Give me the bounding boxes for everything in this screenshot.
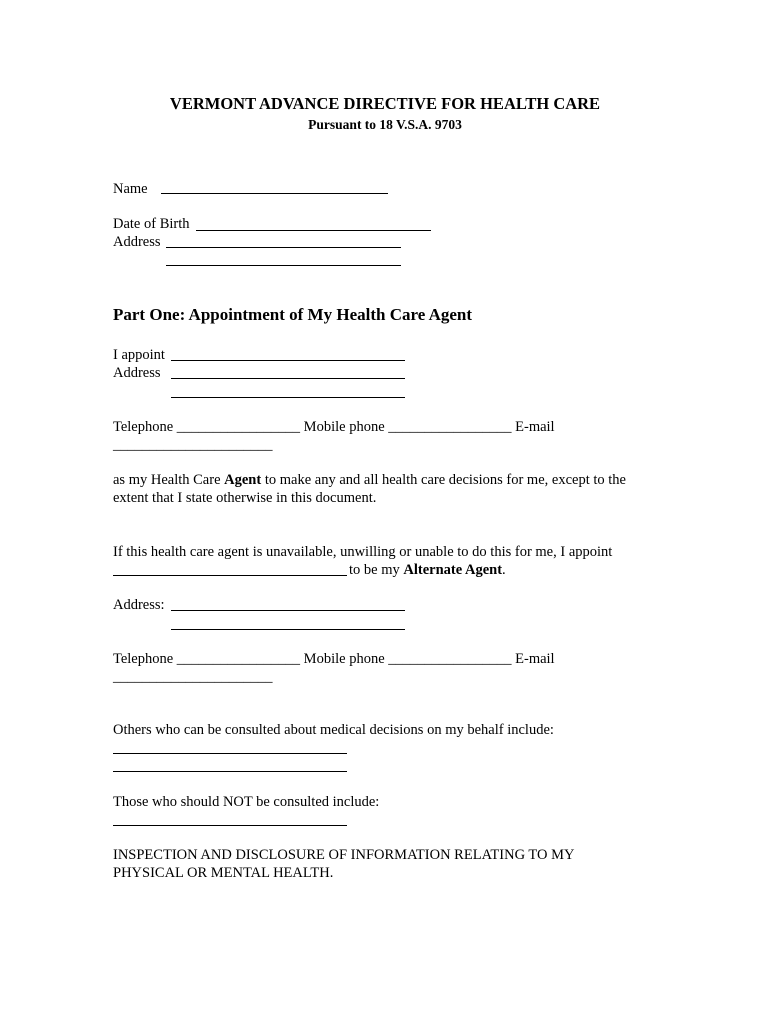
alternate-address-field-line-1[interactable] bbox=[171, 610, 405, 611]
alternate-address-label: Address: bbox=[113, 597, 165, 613]
name-label: Name bbox=[113, 181, 148, 197]
others-consulted-label: Others who can be consulted about medical decisions on my behalf include: bbox=[113, 722, 554, 738]
appoint-label: I appoint bbox=[113, 347, 165, 363]
address-field-line-1[interactable] bbox=[166, 247, 401, 248]
name-field-line[interactable] bbox=[161, 193, 388, 194]
agent-statement-line2: extent that I state otherwise in this document. bbox=[113, 490, 377, 506]
not-consulted-label: Those who should NOT be consulted include: bbox=[113, 794, 380, 810]
alternate-contact-line: Telephone _________________ Mobile phone _________________ E-mail bbox=[113, 651, 555, 667]
inspection-heading-line1: INSPECTION AND DISCLOSURE OF INFORMATION RELATING TO MY bbox=[113, 847, 575, 863]
agent-address-field-line-2[interactable] bbox=[171, 397, 405, 398]
alternate-address-field-line-2[interactable] bbox=[171, 629, 405, 630]
part-one-heading: Part One: Appointment of My Health Care Agent bbox=[113, 305, 473, 324]
alternate-statement: to be my Alternate Agent. bbox=[349, 562, 506, 578]
agent-email-line: ______________________ bbox=[113, 437, 273, 453]
document-subtitle: Pursuant to 18 V.S.A. 9703 bbox=[308, 117, 462, 132]
inspection-heading-line2: PHYSICAL OR MENTAL HEALTH. bbox=[113, 865, 334, 881]
others-consulted-field-line-2[interactable] bbox=[113, 771, 347, 772]
alternate-name-field-line[interactable] bbox=[113, 575, 347, 576]
agent-contact-line: Telephone _________________ Mobile phone _________________ E-mail bbox=[113, 419, 555, 435]
others-consulted-field-line-1[interactable] bbox=[113, 753, 347, 754]
alternate-intro: If this health care agent is unavailable, unwilling or unable to do this for me, I appoint bbox=[113, 544, 613, 560]
dob-field-line[interactable] bbox=[196, 230, 431, 231]
agent-name-field-line[interactable] bbox=[171, 360, 405, 361]
agent-address-label: Address bbox=[113, 365, 161, 381]
document-title: VERMONT ADVANCE DIRECTIVE FOR HEALTH CARE bbox=[169, 94, 601, 113]
address-field-line-2[interactable] bbox=[166, 265, 401, 266]
dob-label: Date of Birth bbox=[113, 216, 190, 232]
agent-statement-line1: as my Health Care Agent to make any and all health care decisions for me, except to the bbox=[113, 472, 626, 488]
agent-address-field-line-1[interactable] bbox=[171, 378, 405, 379]
alternate-email-line: ______________________ bbox=[113, 669, 273, 685]
address-label: Address bbox=[113, 234, 161, 250]
not-consulted-field-line[interactable] bbox=[113, 825, 347, 826]
